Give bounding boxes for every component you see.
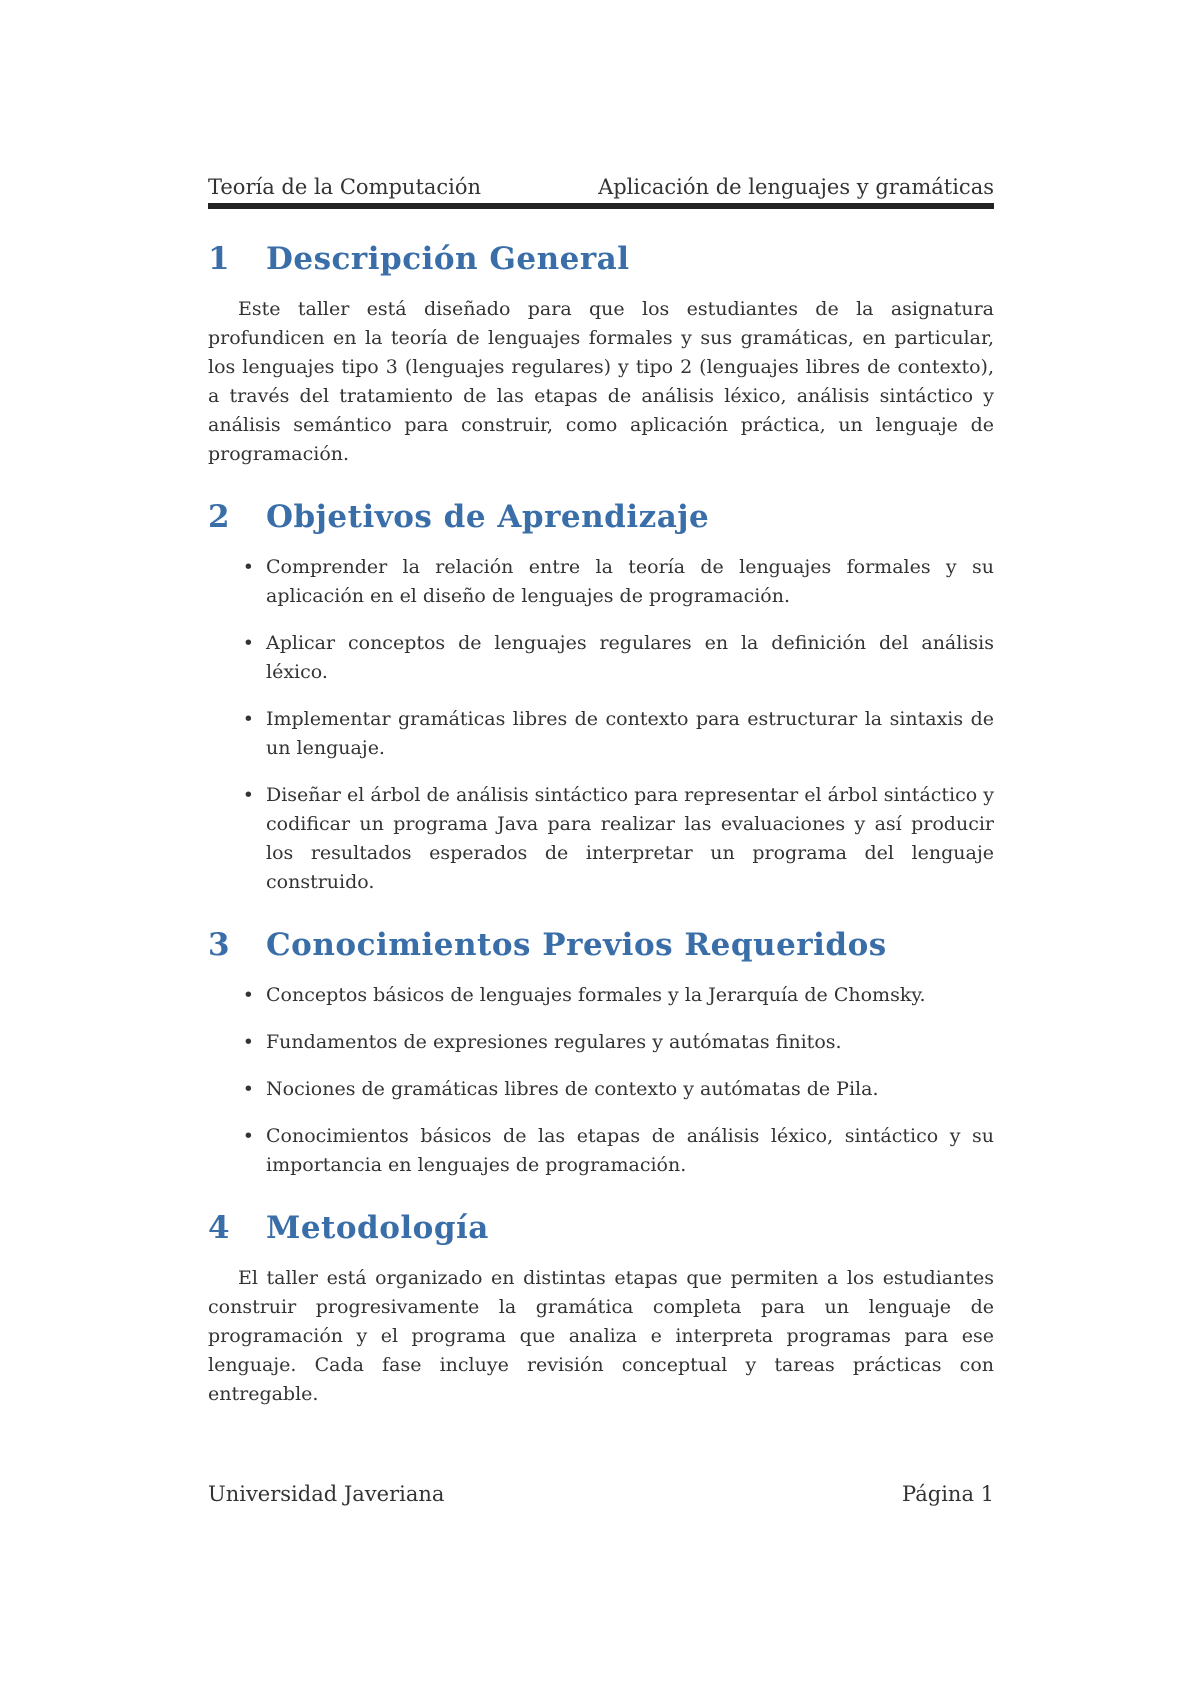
bullet-icon: • xyxy=(242,1078,254,1100)
section-heading xyxy=(208,499,994,535)
section-conocimientos-previos xyxy=(208,927,994,1180)
list-item-text: Conocimientos básicos de las etapas de análisis léxico, sintáctico y su importancia en lenguajes de programación. xyxy=(266,1125,994,1176)
section-metodologia xyxy=(208,1210,994,1409)
list-item-text: Fundamentos de expresiones regulares y autómatas finitos. xyxy=(266,1031,842,1053)
bullet-icon: • xyxy=(242,1125,254,1147)
list-item-text: Diseñar el árbol de análisis sintáctico para representar el árbol sintáctico y codificar un programa Java para realizar las evaluaciones y así producir los resultados esperados de interpretar un programa del lenguaje construido. xyxy=(266,784,994,893)
list-item-text: Nociones de gramáticas libres de contexto y autómatas de Pila. xyxy=(266,1078,879,1100)
prerequisites-list xyxy=(208,981,994,1180)
list-item xyxy=(208,981,994,1010)
section-paragraph: Este taller está diseñado para que los estudiantes de la asignatura profundicen en la teoría de lenguajes formales y sus gramáticas, en particular, los lenguajes tipo 3 (lenguajes regulares) y tipo 2 (lenguajes libres de contexto), a través del tratamiento de las etapas de análisis léxico, análisis sintáctico y análisis semántico para construir, como aplicación práctica, un lenguaje de programación. xyxy=(208,298,994,465)
header-course-title: Teoría de la Computación xyxy=(208,175,482,199)
section-title: Metodología xyxy=(266,1210,489,1246)
section-number: 4 xyxy=(208,1210,231,1246)
footer-page-number: Página 1 xyxy=(902,1482,994,1506)
section-heading xyxy=(208,1210,994,1246)
objectives-list xyxy=(208,553,994,897)
section-title: Objetivos de Aprendizaje xyxy=(266,499,710,535)
bullet-icon: • xyxy=(242,784,254,806)
bullet-icon: • xyxy=(242,984,254,1006)
list-item xyxy=(208,629,994,687)
bullet-icon: • xyxy=(242,708,254,730)
list-item-text: Comprender la relación entre la teoría de lenguajes formales y su aplicación en el diseño de lenguajes de programación. xyxy=(266,556,994,607)
list-item xyxy=(208,705,994,763)
section-title: Conocimientos Previos Requeridos xyxy=(266,927,887,963)
footer-institution: Universidad Javeriana xyxy=(208,1482,445,1506)
section-number: 3 xyxy=(208,927,231,963)
list-item xyxy=(208,781,994,897)
section-paragraph: El taller está organizado en distintas etapas que permiten a los estudiantes construir progresivamente la gramática completa para un lenguaje de programación y el programa que analiza e interpreta programas para ese lenguaje. Cada fase incluye revisión conceptual y tareas prácticas con entregable. xyxy=(208,1267,994,1405)
page-header xyxy=(208,175,994,209)
list-item xyxy=(208,1075,994,1104)
header-document-title: Aplicación de lenguajes y gramáticas xyxy=(598,175,994,199)
list-item-text: Conceptos básicos de lenguajes formales y la Jerarquía de Chomsky. xyxy=(266,984,926,1006)
document-page xyxy=(208,175,994,1439)
list-item-text: Aplicar conceptos de lenguajes regulares en la definición del análisis léxico. xyxy=(266,632,994,683)
section-heading xyxy=(208,927,994,963)
section-number: 1 xyxy=(208,241,231,277)
section-heading xyxy=(208,241,994,277)
bullet-icon: • xyxy=(242,1031,254,1053)
list-item xyxy=(208,1028,994,1057)
list-item xyxy=(208,1122,994,1180)
list-item xyxy=(208,553,994,611)
section-descripcion-general xyxy=(208,241,994,469)
list-item-text: Implementar gramáticas libres de contexto para estructurar la sintaxis de un lenguaje. xyxy=(266,708,994,759)
bullet-icon: • xyxy=(242,632,254,654)
section-title: Descripción General xyxy=(266,241,630,277)
section-objetivos xyxy=(208,499,994,897)
bullet-icon: • xyxy=(242,556,254,578)
section-number: 2 xyxy=(208,499,231,535)
page-footer xyxy=(208,1482,994,1506)
